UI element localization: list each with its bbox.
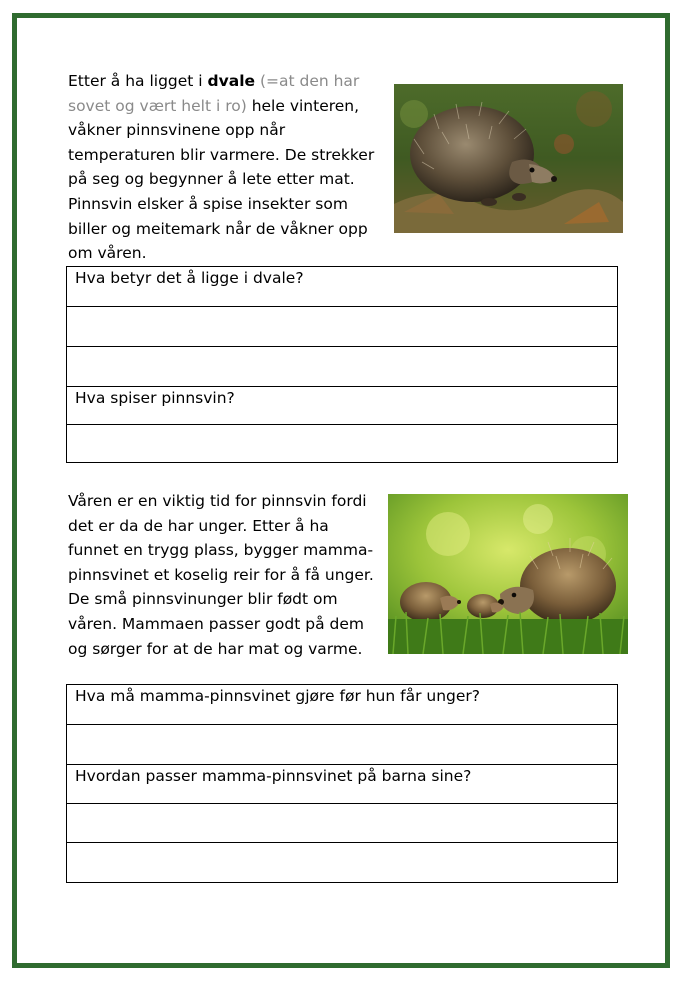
table-row — [67, 267, 618, 307]
paragraph-text-start: Etter å ha ligget i — [68, 72, 208, 90]
answer-line[interactable] — [67, 425, 618, 463]
question-dvale[interactable]: Hva betyr det å ligge i dvale? — [67, 267, 618, 307]
question-food[interactable]: Hva spiser pinnsvin? — [67, 387, 618, 425]
answer-line[interactable] — [67, 307, 618, 347]
definition-note: (=at den har sovet og vært helt i ro) — [68, 72, 360, 115]
paragraph-text-end: hele vinteren, våkner pinnsvinene opp når temperaturen blir varmere. De strekker på seg og begynner å lete etter mat. Pinnsvin elsker å spise insekter som biller og meitemark når de våkner opp om våren. — [68, 96, 375, 263]
answer-line[interactable] — [67, 347, 618, 387]
keyword-dvale: dvale — [207, 72, 256, 90]
answer-line[interactable] — [67, 725, 618, 765]
answer-line[interactable] — [67, 843, 618, 883]
question-before-birth[interactable]: Hva må mamma-pinnsvinet gjøre før hun får unger? — [67, 685, 618, 725]
table-row — [67, 387, 618, 425]
hedgehog-family-photo — [388, 494, 628, 654]
table-row — [67, 725, 618, 765]
table-row — [67, 425, 618, 463]
question-care[interactable]: Hvordan passer mamma-pinnsvinet på barna sine? — [67, 765, 618, 804]
questions-table-2 — [66, 684, 618, 883]
table-row — [67, 843, 618, 883]
answer-line[interactable] — [67, 804, 618, 843]
table-row — [67, 765, 618, 804]
table-row — [67, 685, 618, 725]
hedgehog-photo — [394, 84, 623, 233]
paragraph-spring: Våren er en viktig tid for pinnsvin fordi det er da de har unger. Etter å ha funnet en trygg plass, bygger mamma-pinnsvinet et koselig reir for å få unger. De små pinnsvinunger blir født om våren. Mammaen passer godt på dem og sørger for at de har mat og varme. — [68, 492, 374, 658]
table-row — [67, 307, 618, 347]
table-row — [67, 347, 618, 387]
table-row — [67, 804, 618, 843]
questions-table-1 — [66, 266, 618, 463]
paragraph-hibernation — [68, 69, 386, 266]
